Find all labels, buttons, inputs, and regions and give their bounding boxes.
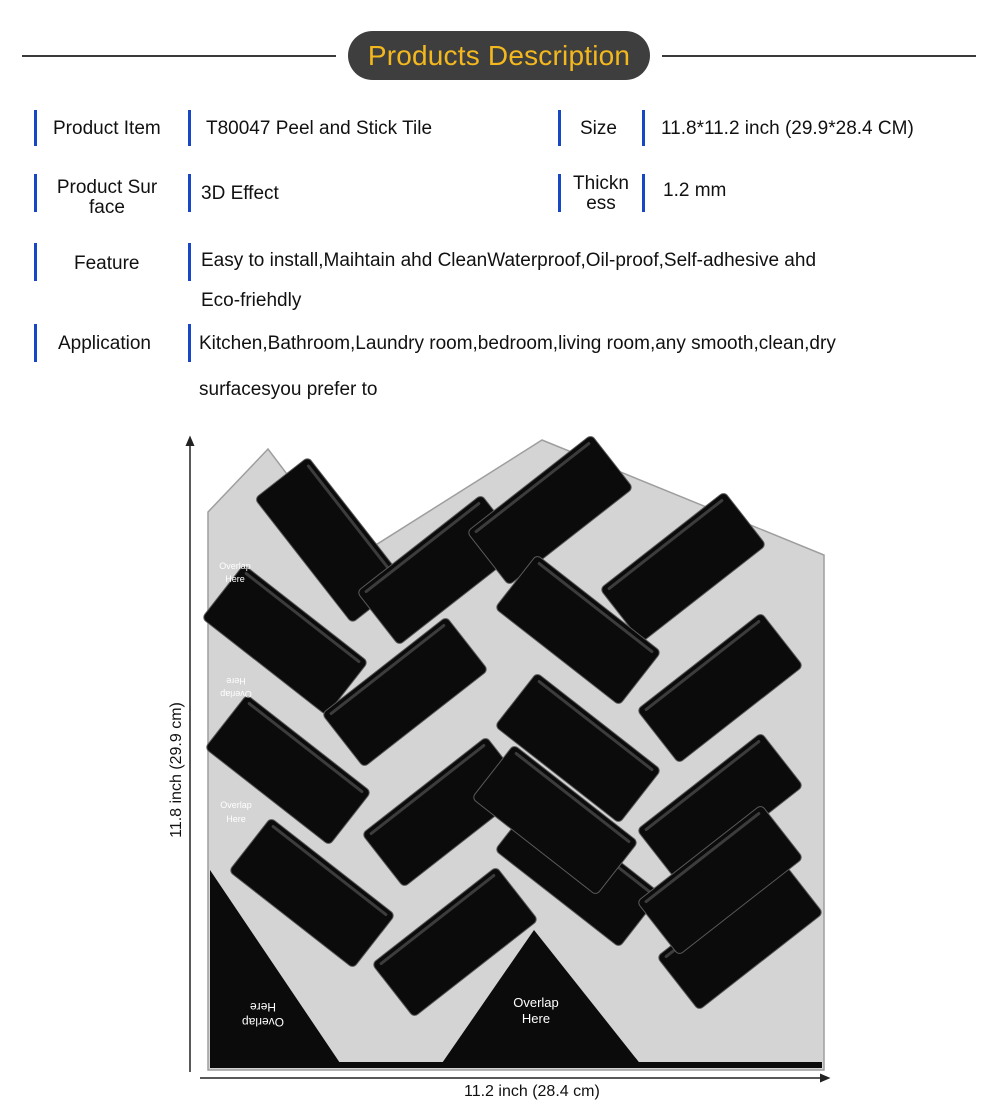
overlap-label-4-line2: Here	[249, 1000, 277, 1014]
feature-line-2: Eco-friehdly	[201, 290, 302, 311]
application-label: Application	[58, 333, 151, 354]
size-label: Size	[580, 118, 617, 139]
overlap-label-5-line2: Here	[521, 1011, 551, 1026]
thickness-label-line2: ess	[586, 193, 616, 214]
width-label: 11.2 inch (28.4 cm)	[464, 1083, 600, 1100]
overlap-label-5-line1: Overlap	[513, 995, 559, 1010]
surface-label-line1: Product Sur	[56, 177, 158, 198]
overlap-label-3-line1: Overlap	[220, 800, 252, 810]
overlap-label-3-line2: Here	[226, 814, 246, 824]
overlap-label-4-line1: Overlap	[241, 1015, 285, 1029]
size-value: 11.8*11.2 inch (29.9*28.4 CM)	[661, 118, 914, 139]
sheet-bottom-fill	[210, 1062, 822, 1068]
product-item-value: T80047 Peel and Stick Tile	[206, 118, 433, 139]
overlap-label-2-line2: Here	[226, 676, 246, 686]
overlap-label-2-line1: Overlap	[220, 689, 252, 699]
surface-value: 3D Effect	[201, 183, 279, 204]
application-line-2: surfacesyou prefer to	[199, 379, 378, 400]
product-item-label: Product Item	[53, 118, 161, 139]
overlap-label-1-line1: Overlap	[219, 561, 251, 571]
feature-label: Feature	[74, 253, 140, 274]
application-line-1: Kitchen,Bathroom,Laundry room,bedroom,living room,any smooth,clean,dry	[199, 333, 836, 354]
section-title: Products Description	[348, 31, 650, 80]
overlap-label-1-line2: Here	[225, 574, 245, 584]
thickness-label-line1: Thickn	[573, 173, 629, 194]
height-label: 11.8 inch (29.9 cm)	[168, 702, 185, 838]
surface-label-line2: face	[89, 197, 125, 218]
feature-line-1: Easy to install,Maihtain ahd CleanWaterproof,Oil-proof,Self-adhesive ahd	[201, 250, 817, 271]
thickness-value: 1.2 mm	[663, 180, 727, 201]
